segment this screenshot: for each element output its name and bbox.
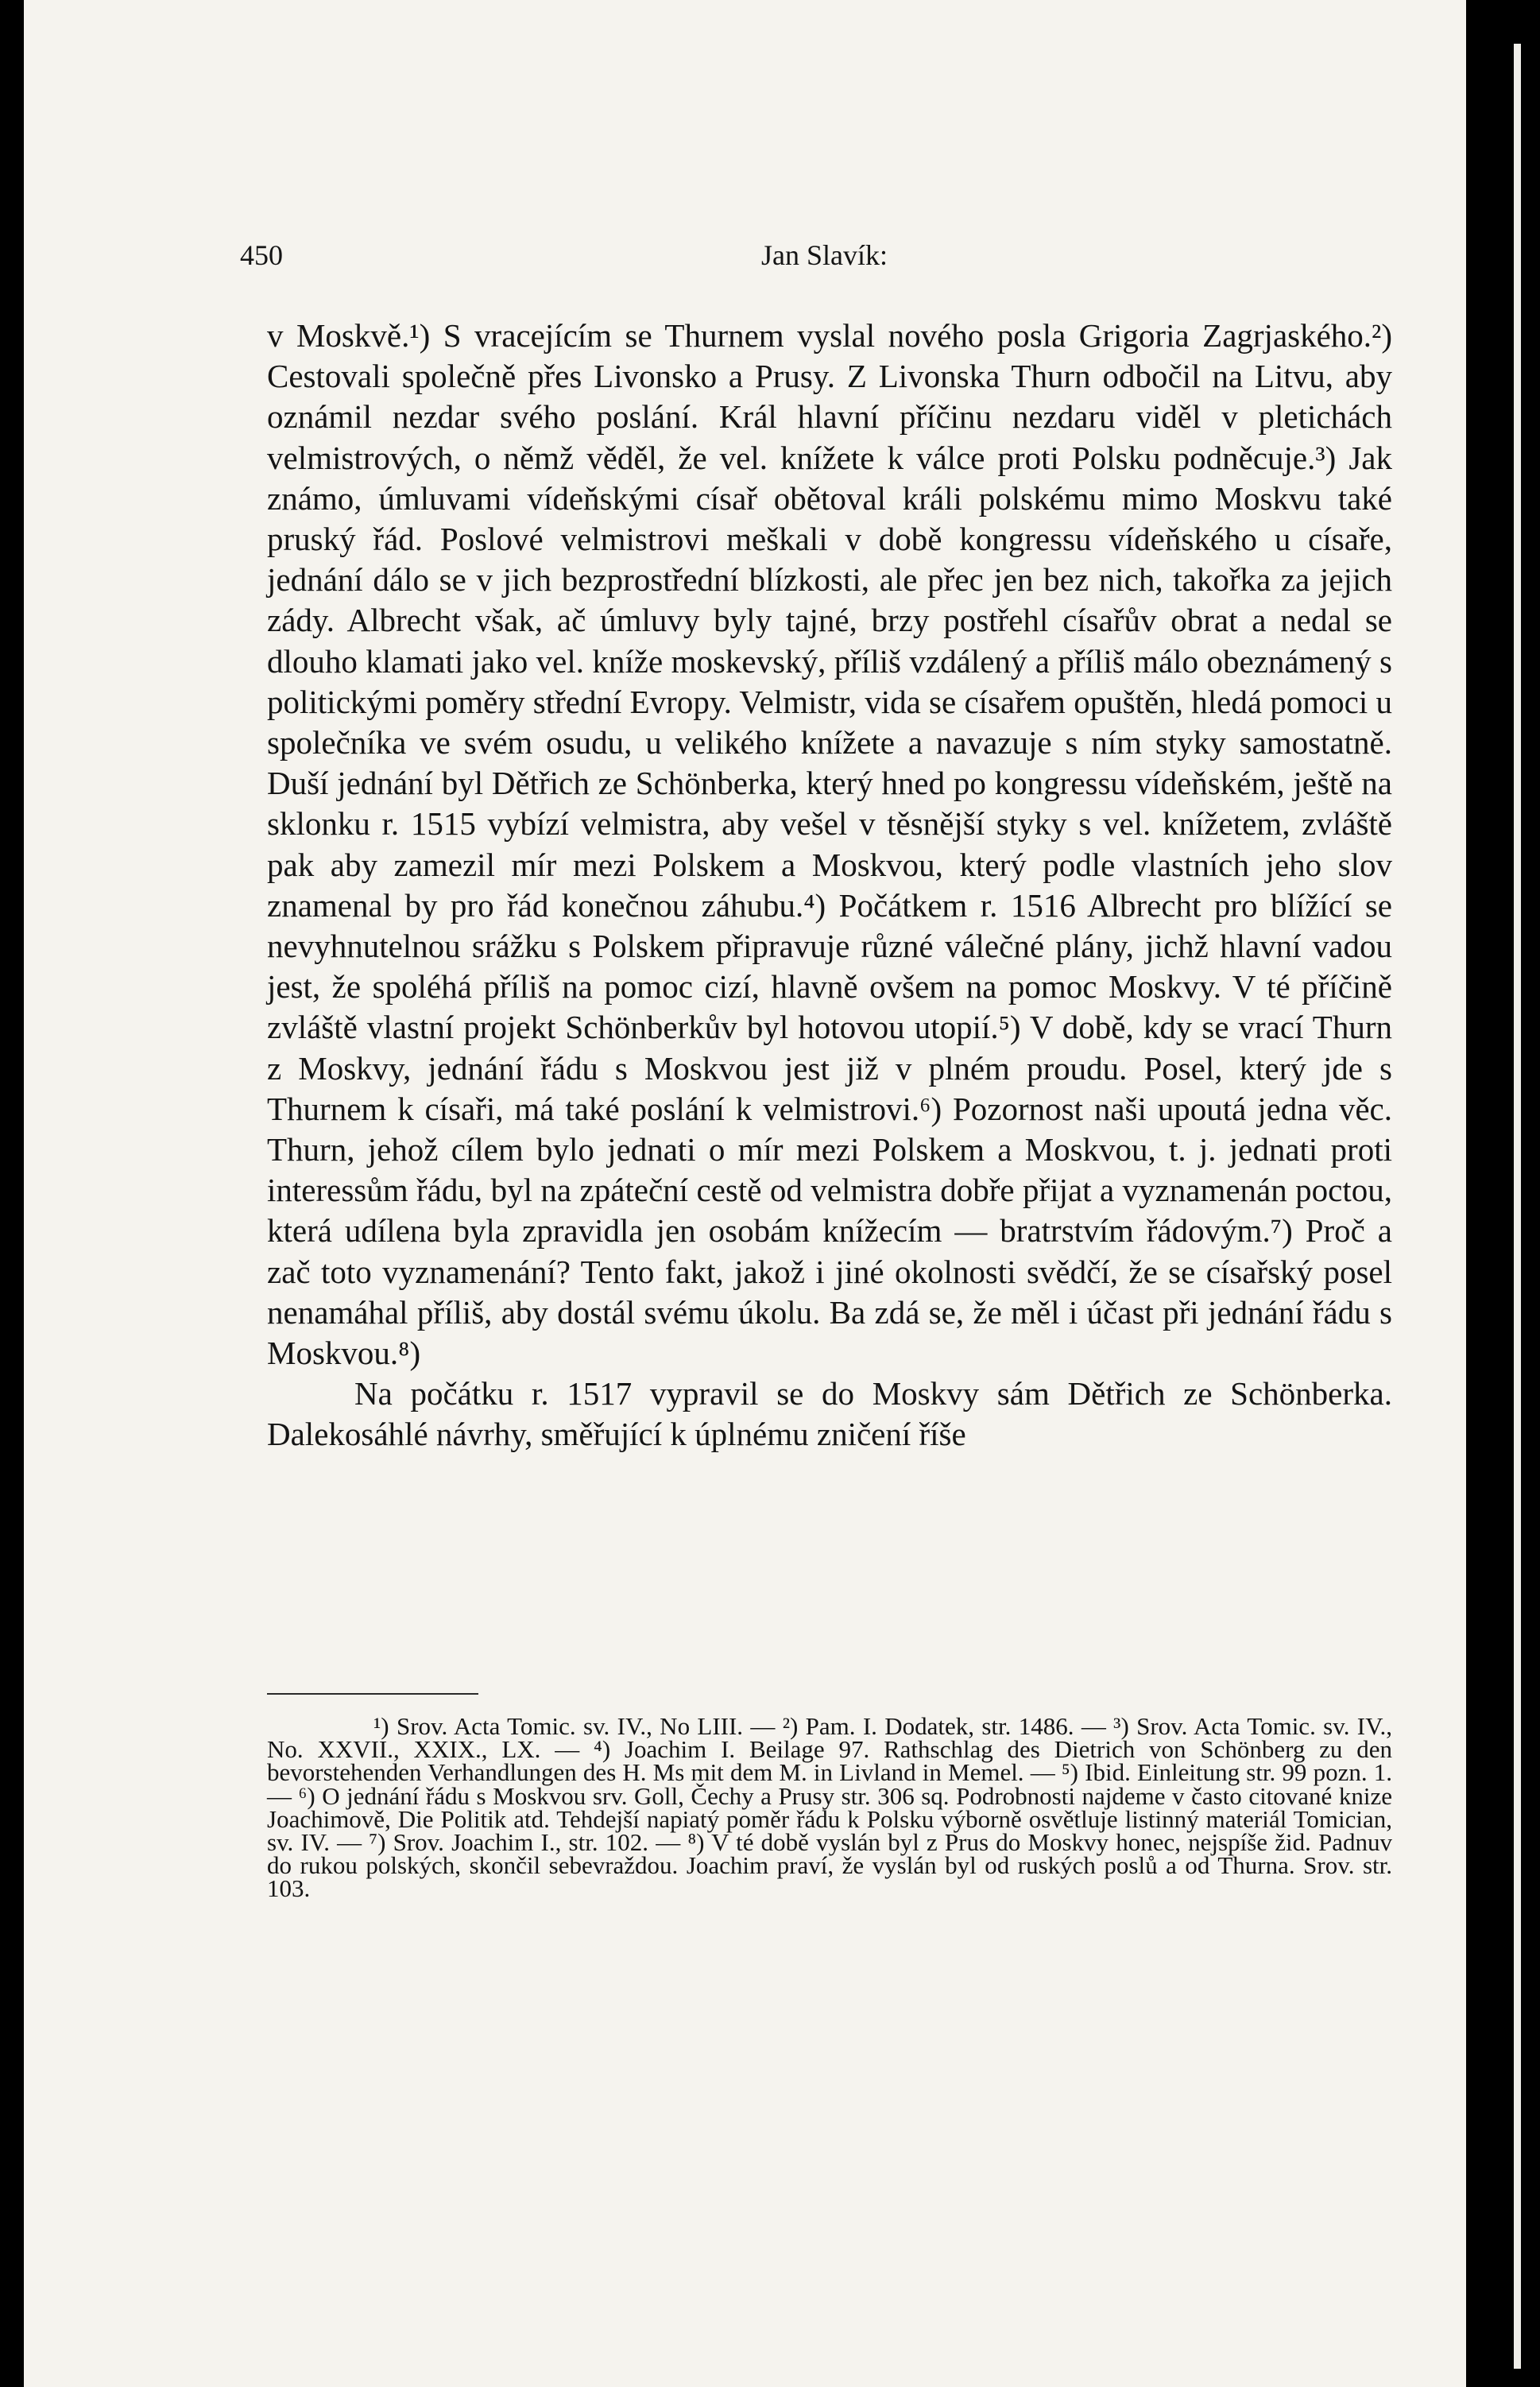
page-header bbox=[240, 238, 1392, 280]
book-page bbox=[24, 0, 1466, 2387]
page-number: 450 bbox=[240, 239, 283, 271]
paragraph-1: v Moskvě.¹) S vracejícím se Thurnem vyslal nového posla Grigoria Zagrjaského.²) Cestovali společně přes Livonsko a Prusy. Z Livonska Thurn odbočil na Litvu, aby oznámil nezdar svého poslání. Král hlavní příčinu nezdaru viděl v pletichách velmistrových, o němž věděl, že vel. knížete k válce proti Polsku podněcuje.³) Jak známo, úmluvami vídeňskými císař obětoval králi polskému mimo Moskvu také pruský řád. Poslové velmistrovi meškali v době kongressu vídeňského u císaře, jednání dálo se v jich bezprostřední blízkosti, ale přec jen bez nich, takořka za jejich zády. Albrecht však, ač úmluvy byly tajné, brzy postřehl císařův obrat a nedal se dlouho klamati jako vel. kníže moskevský, příliš vzdálený a příliš málo obeznámený s politickými poměry střední Evropy. Velmistr, vida se císařem opuštěn, hledá pomoci u společníka ve svém osudu, u velikého knížete a navazuje s ním styky samostatně. Duší jednání byl Dětřich ze Schönberka, který hned po kongressu vídeňském, ještě na sklonku r. 1515 vybízí velmistra, aby vešel v těsnější styky s vel. knížetem, zvláště pak aby zamezil mír mezi Polskem a Moskvou, který podle vlastních jeho slov znamenal by pro řád konečnou záhubu.⁴) Počátkem r. 1516 Albrecht pro blížící se nevyhnutelnou srážku s Polskem připravuje různé válečné plány, jichž hlavní vadou jest, že spoléhá příliš na pomoc cizí, hlavně ovšem na pomoc Moskvy. V té příčině zvláště vlastní projekt Schönberkův byl hotovou utopií.⁵) V době, kdy se vrací Thurn z Moskvy, jednání řádu s Moskvou jest již v plném proudu. Posel, který jde s Thurnem k císaři, má také poslání k velmistrovi.⁶) Pozornost naši upoutá jedna věc. Thurn, jehož cílem bylo jednati o mír mezi Polskem a Moskvou, t. j. jednati proti interessům řádu, byl na zpáteční cestě od velmistra dobře přijat a vyznamenán poctou, která udílena byla zpravidla jen osobám knížecím — bratrstvím řádovým.⁷) Proč a zač toto vyznamenání? Tento fakt, jakož i jiné okolnosti svědčí, že se císařský posel nenamáhal příliš, aby dostál svému úkolu. Ba zdá se, že měl i účast při jednání řádu s Moskvou.⁸) bbox=[267, 317, 1393, 1372]
page-edge-line bbox=[1514, 44, 1521, 2369]
paragraph-2: Na počátku r. 1517 vypravil se do Moskvy sám Dětřich ze Schönberka. Dalekosáhlé návrhy, směřující k úplnému zničení říše bbox=[267, 1375, 1392, 1453]
body-text bbox=[267, 316, 1392, 1455]
footnote-separator bbox=[267, 1693, 478, 1695]
running-title: Jan Slavík: bbox=[761, 239, 888, 271]
footnotes: ¹) Srov. Acta Tomic. sv. IV., No LIII. — ²) Pam. I. Dodatek, str. 1486. — ³) Srov. Acta Tomic. sv. IV., No. XXVII., XXIX., LX. — ⁴) Joachim I. Beilage 97. Rathschlag des Dietrich von Schönberg zu den bevorstehenden Verhandlungen des H. Ms mit dem M. in Livland in Memel. — ⁵) Ibid. Einleitung str. 99 pozn. 1. — ⁶) O jednání řádu s Moskvou srv. Goll, Čechy a Prusy str. 306 sq. Podrobnosti najdeme v často citované knize Joachimově, Die Politik atd. Tehdejší napiatý poměr řádu k Polsku výborně osvětluje listinný materiál Tomician, sv. IV. — ⁷) Srov. Joachim I., str. 102. — ⁸) V té době vyslán byl z Prus do Moskvy honec, nejspíše žid. Padnuv do rukou polských, skončil sebevraždou. Joachim praví, že vyslán byl od ruských poslů a od Thurna. Srov. str. 103. bbox=[267, 1712, 1392, 1903]
